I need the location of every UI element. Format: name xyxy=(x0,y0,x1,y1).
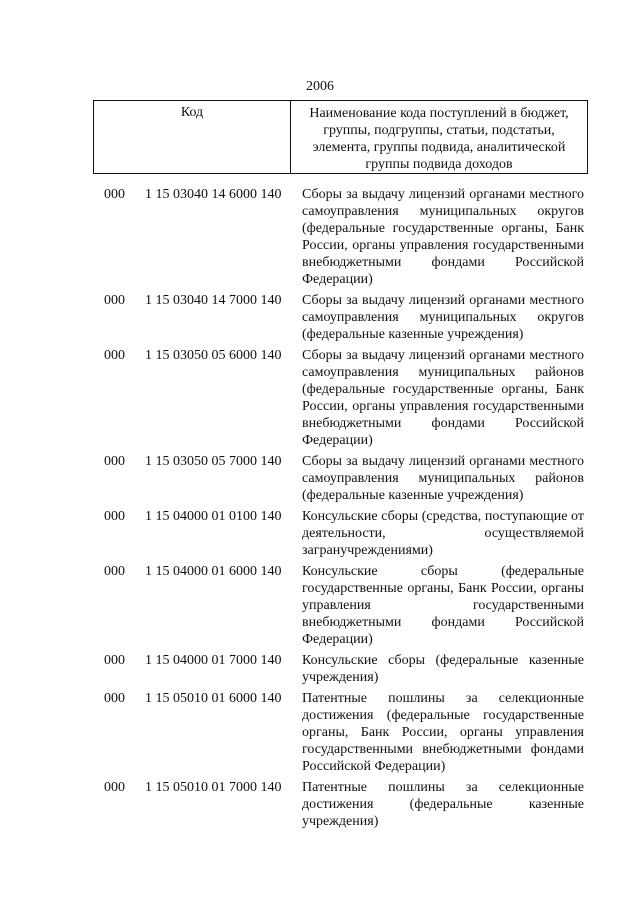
income-code: 1 15 03040 14 6000 140 xyxy=(145,187,282,202)
income-name: Консульские сборы (федеральные государственные органы, Банк России, органы управления государственными внебюджетными фондами Российской Федерации) xyxy=(302,564,584,647)
table-row xyxy=(0,186,640,288)
income-code: 1 15 04000 01 6000 140 xyxy=(145,564,282,579)
income-name: Сборы за выдачу лицензий органами местного самоуправления муниципальных округов (федеральные казенные учреждения) xyxy=(302,293,584,342)
table-row xyxy=(0,563,640,648)
admin-code: 000 xyxy=(104,691,125,706)
admin-code: 000 xyxy=(104,653,125,668)
table-row xyxy=(0,508,640,559)
table-row xyxy=(0,292,640,343)
header-row xyxy=(94,101,588,174)
admin-code: 000 xyxy=(104,509,125,524)
admin-code: 000 xyxy=(104,187,125,202)
header-name-cell: Наименование кода поступлений в бюджет, группы, подгруппы, статьи, подстатьи, элемента, группы подвида, аналитической группы подвида доходов xyxy=(291,101,588,174)
table-row xyxy=(0,779,640,830)
income-code: 1 15 04000 01 0100 140 xyxy=(145,509,282,524)
income-code: 1 15 05010 01 7000 140 xyxy=(145,780,282,795)
income-name: Консульские сборы (средства, поступающие от деятельности, осуществляемой загранучреждениями) xyxy=(302,509,584,558)
income-code: 1 15 05010 01 6000 140 xyxy=(145,691,282,706)
income-name: Патентные пошлины за селекционные достижения (федеральные казенные учреждения) xyxy=(302,780,584,829)
income-code: 1 15 03040 14 7000 140 xyxy=(145,293,282,308)
admin-code: 000 xyxy=(104,348,125,363)
table-row xyxy=(0,652,640,686)
header-code-cell: Код xyxy=(94,101,291,174)
income-codes-list xyxy=(0,186,640,830)
income-code: 1 15 03050 05 6000 140 xyxy=(145,348,282,363)
income-name: Сборы за выдачу лицензий органами местного самоуправления муниципальных районов (федеральные казенные учреждения) xyxy=(302,454,584,503)
table-row xyxy=(0,690,640,775)
admin-code: 000 xyxy=(104,564,125,579)
header-table xyxy=(93,100,588,174)
page-number: 2006 xyxy=(306,79,334,94)
income-code: 1 15 03050 05 7000 140 xyxy=(145,454,282,469)
table-row xyxy=(0,347,640,449)
admin-code: 000 xyxy=(104,293,125,308)
income-name: Сборы за выдачу лицензий органами местного самоуправления муниципальных районов (федеральные государственные органы, Банк России, органы управления государственными внебюджетными фондами Российской Федерации) xyxy=(302,348,584,448)
income-name: Консульские сборы (федеральные казенные учреждения) xyxy=(302,653,584,685)
table-row xyxy=(0,453,640,504)
admin-code: 000 xyxy=(104,780,125,795)
admin-code: 000 xyxy=(104,454,125,469)
income-code: 1 15 04000 01 7000 140 xyxy=(145,653,282,668)
income-name: Патентные пошлины за селекционные достижения (федеральные государственные органы, Банк России, органы управления государственными внебюджетными фондами Российской Федерации) xyxy=(302,691,584,774)
income-name: Сборы за выдачу лицензий органами местного самоуправления муниципальных округов (федеральные государственные органы, Банк России, органы управления государственными внебюджетными фондами Российской Федерации) xyxy=(302,187,584,287)
